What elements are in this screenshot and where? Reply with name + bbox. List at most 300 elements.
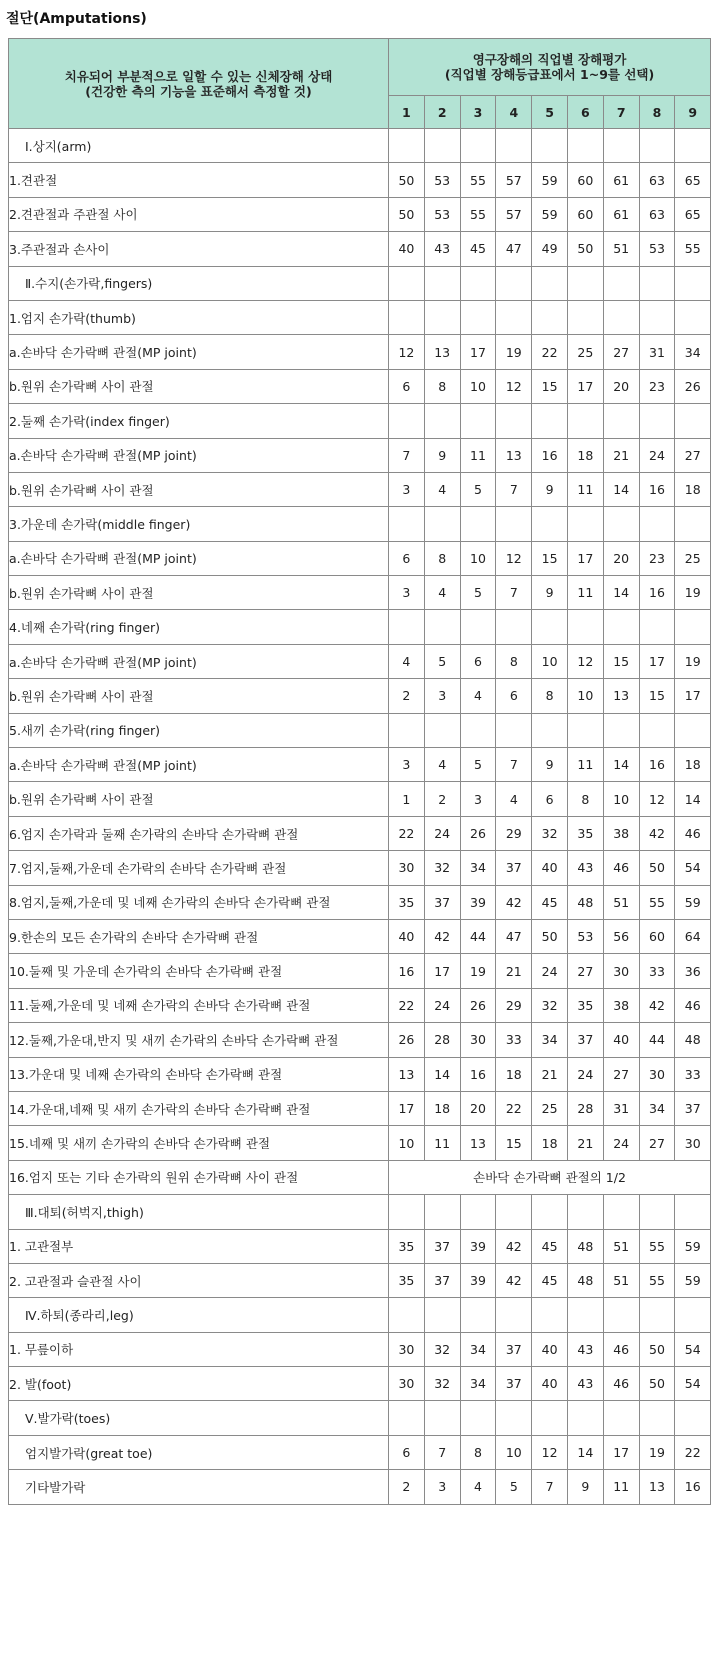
grade-7-value: 51 [603, 232, 639, 266]
grade-5-value: 18 [532, 1126, 568, 1160]
grade-1-value: 40 [389, 919, 425, 953]
grade-6-value [567, 713, 603, 747]
table-row [9, 954, 711, 988]
row-label: a.손바닥 손가락뼈 관절(MP joint) [9, 541, 389, 575]
grade-3-value: 3 [460, 782, 496, 816]
grade-9-value [675, 300, 711, 334]
grade-5-value: 12 [532, 1435, 568, 1469]
grade-9-value: 19 [675, 576, 711, 610]
grade-8-value [639, 266, 675, 300]
grade-7-value: 56 [603, 919, 639, 953]
grade-5-value: 32 [532, 988, 568, 1022]
grade-5-value: 10 [532, 644, 568, 678]
grade-3-value: 34 [460, 851, 496, 885]
grade-7-value: 51 [603, 885, 639, 919]
grade-3-value: 34 [460, 1367, 496, 1401]
grade-4-value: 47 [496, 919, 532, 953]
grade-9-value: 14 [675, 782, 711, 816]
grade-3-value: 13 [460, 1126, 496, 1160]
grade-5-value [532, 1195, 568, 1229]
grade-header-3: 3 [460, 96, 496, 129]
grade-5-value: 16 [532, 438, 568, 472]
grade-2-value: 5 [424, 644, 460, 678]
grade-8-value: 16 [639, 576, 675, 610]
grade-4-value: 57 [496, 197, 532, 231]
grade-8-value [639, 1401, 675, 1435]
grade-4-value [496, 1401, 532, 1435]
grade-6-value [567, 404, 603, 438]
row-label: 13.가운대 및 네째 손가락의 손바닥 손가락뼈 관절 [9, 1057, 389, 1091]
grade-4-value: 12 [496, 369, 532, 403]
grade-7-value: 38 [603, 816, 639, 850]
grade-3-value: 55 [460, 197, 496, 231]
grade-6-value: 12 [567, 644, 603, 678]
grade-8-value: 27 [639, 1126, 675, 1160]
grade-9-value: 27 [675, 438, 711, 472]
grade-5-value: 50 [532, 919, 568, 953]
grade-5-value: 59 [532, 163, 568, 197]
grade-4-value: 12 [496, 541, 532, 575]
grade-9-value: 26 [675, 369, 711, 403]
grade-4-value: 42 [496, 1229, 532, 1263]
grade-9-value: 54 [675, 1367, 711, 1401]
grade-header-2: 2 [424, 96, 460, 129]
grade-7-value [603, 1195, 639, 1229]
grade-7-value [603, 1298, 639, 1332]
grade-1-value: 30 [389, 1332, 425, 1366]
table-row [9, 335, 711, 369]
table-row [9, 1470, 711, 1504]
grade-4-value: 47 [496, 232, 532, 266]
grade-5-value: 32 [532, 816, 568, 850]
grade-5-value [532, 300, 568, 334]
grade-2-value [424, 507, 460, 541]
grade-3-value: 10 [460, 369, 496, 403]
grade-8-value: 31 [639, 335, 675, 369]
table-row [9, 988, 711, 1022]
table-row [9, 232, 711, 266]
grade-3-value: 5 [460, 472, 496, 506]
grade-6-value: 35 [567, 988, 603, 1022]
grade-1-value: 6 [389, 369, 425, 403]
grade-3-value [460, 1298, 496, 1332]
grade-9-value: 16 [675, 1470, 711, 1504]
grade-4-value: 7 [496, 748, 532, 782]
grade-1-value [389, 713, 425, 747]
grade-1-value: 22 [389, 988, 425, 1022]
table-row [9, 1023, 711, 1057]
grade-1-value: 30 [389, 851, 425, 885]
row-label: Ⅲ.대퇴(허벅지,thigh) [9, 1195, 389, 1229]
grade-4-value: 4 [496, 782, 532, 816]
grade-3-value: 17 [460, 335, 496, 369]
grade-4-value: 37 [496, 851, 532, 885]
table-row [9, 1160, 711, 1194]
grade-5-value: 9 [532, 748, 568, 782]
grade-1-value: 35 [389, 1263, 425, 1297]
grade-8-value: 23 [639, 541, 675, 575]
grade-6-value: 11 [567, 576, 603, 610]
row-label: 1.견관절 [9, 163, 389, 197]
grade-8-value: 24 [639, 438, 675, 472]
grade-7-value: 61 [603, 197, 639, 231]
grade-6-value: 37 [567, 1023, 603, 1057]
grade-6-value [567, 129, 603, 163]
grade-7-value: 24 [603, 1126, 639, 1160]
table-row [9, 610, 711, 644]
grade-2-value [424, 300, 460, 334]
grade-9-value [675, 1401, 711, 1435]
table-row [9, 438, 711, 472]
grade-4-value: 15 [496, 1126, 532, 1160]
grade-1-value: 13 [389, 1057, 425, 1091]
grade-9-value: 59 [675, 1263, 711, 1297]
row-label: 1. 고관절부 [9, 1229, 389, 1263]
grade-3-value [460, 300, 496, 334]
grade-8-value: 17 [639, 644, 675, 678]
grade-3-value: 5 [460, 576, 496, 610]
table-row [9, 369, 711, 403]
grade-8-value: 16 [639, 472, 675, 506]
grade-8-value: 19 [639, 1435, 675, 1469]
grade-4-value: 29 [496, 816, 532, 850]
grade-2-value: 32 [424, 851, 460, 885]
grade-header-6: 6 [567, 96, 603, 129]
grade-7-value [603, 1401, 639, 1435]
grade-8-value: 50 [639, 1367, 675, 1401]
grade-6-value [567, 1401, 603, 1435]
grade-1-value: 6 [389, 541, 425, 575]
row-label: 2. 발(foot) [9, 1367, 389, 1401]
grade-3-value [460, 404, 496, 438]
grade-1-value: 12 [389, 335, 425, 369]
row-label: 4.네째 손가락(ring finger) [9, 610, 389, 644]
grade-2-value: 37 [424, 1263, 460, 1297]
grade-6-value: 21 [567, 1126, 603, 1160]
grade-1-value: 10 [389, 1126, 425, 1160]
grade-4-value [496, 129, 532, 163]
grade-6-value: 43 [567, 1367, 603, 1401]
grade-7-value: 27 [603, 1057, 639, 1091]
grade-5-value: 34 [532, 1023, 568, 1057]
grade-3-value: 26 [460, 816, 496, 850]
grade-2-value [424, 1195, 460, 1229]
grade-9-value: 59 [675, 885, 711, 919]
grade-7-value: 51 [603, 1263, 639, 1297]
grade-2-value [424, 1298, 460, 1332]
grade-1-value: 50 [389, 163, 425, 197]
grade-2-value: 53 [424, 163, 460, 197]
grade-1-value [389, 404, 425, 438]
grade-6-value: 27 [567, 954, 603, 988]
grade-8-value: 50 [639, 1332, 675, 1366]
grade-9-value: 55 [675, 232, 711, 266]
grade-5-value: 40 [532, 1367, 568, 1401]
table-row [9, 1057, 711, 1091]
page-title: 절단(Amputations) [6, 11, 147, 27]
grade-7-value: 14 [603, 472, 639, 506]
grade-2-value: 9 [424, 438, 460, 472]
table-row [9, 1126, 711, 1160]
grade-6-value: 43 [567, 851, 603, 885]
row-label: 1.엄지 손가락(thumb) [9, 300, 389, 334]
table-row [9, 197, 711, 231]
table-row [9, 1435, 711, 1469]
grade-5-value: 45 [532, 1229, 568, 1263]
grade-5-value: 15 [532, 541, 568, 575]
grade-3-value: 39 [460, 1263, 496, 1297]
grade-7-value: 46 [603, 1367, 639, 1401]
grade-2-value: 13 [424, 335, 460, 369]
grade-7-value: 14 [603, 576, 639, 610]
grade-6-value: 48 [567, 885, 603, 919]
row-label: 7.엄지,둘째,가운데 손가락의 손바닥 손가락뼈 관절 [9, 851, 389, 885]
grade-8-value: 42 [639, 988, 675, 1022]
row-label: 11.둘째,가운데 및 네째 손가락의 손바닥 손가락뼈 관절 [9, 988, 389, 1022]
grade-3-value: 30 [460, 1023, 496, 1057]
grade-8-value: 42 [639, 816, 675, 850]
grade-6-value [567, 266, 603, 300]
grade-6-value: 50 [567, 232, 603, 266]
grade-8-value: 55 [639, 1263, 675, 1297]
grade-9-value: 36 [675, 954, 711, 988]
grade-9-value [675, 610, 711, 644]
grade-3-value [460, 1195, 496, 1229]
grade-8-value [639, 507, 675, 541]
grade-9-value: 22 [675, 1435, 711, 1469]
grade-7-value: 27 [603, 335, 639, 369]
grade-4-value [496, 266, 532, 300]
row-label: 엄지발가락(great toe) [9, 1435, 389, 1469]
grade-2-value: 8 [424, 541, 460, 575]
grade-1-value: 30 [389, 1367, 425, 1401]
grade-9-value [675, 266, 711, 300]
row-label: b.원위 손가락뼈 사이 관절 [9, 679, 389, 713]
grade-1-value: 22 [389, 816, 425, 850]
grade-5-value: 45 [532, 1263, 568, 1297]
grade-4-value [496, 507, 532, 541]
grade-8-value [639, 404, 675, 438]
row-label: 10.둘째 및 가운데 손가락의 손바닥 손가락뼈 관절 [9, 954, 389, 988]
grade-4-value [496, 610, 532, 644]
table-row [9, 163, 711, 197]
table-row [9, 507, 711, 541]
grade-9-value: 54 [675, 1332, 711, 1366]
grade-9-value: 34 [675, 335, 711, 369]
grade-9-value: 65 [675, 197, 711, 231]
grade-4-value [496, 300, 532, 334]
grade-4-value: 42 [496, 1263, 532, 1297]
grade-9-value: 65 [675, 163, 711, 197]
grade-4-value: 37 [496, 1367, 532, 1401]
grade-1-value [389, 300, 425, 334]
evaluation-header [389, 39, 711, 96]
grade-4-value: 10 [496, 1435, 532, 1469]
grade-9-value [675, 1298, 711, 1332]
row-label: 5.새끼 손가락(ring finger) [9, 713, 389, 747]
grade-header-7: 7 [603, 96, 639, 129]
row-label: b.원위 손가락뼈 사이 관절 [9, 472, 389, 506]
grade-3-value [460, 507, 496, 541]
grade-8-value: 34 [639, 1091, 675, 1125]
grade-7-value: 40 [603, 1023, 639, 1057]
grade-9-value: 25 [675, 541, 711, 575]
grade-3-value: 8 [460, 1435, 496, 1469]
table-row [9, 404, 711, 438]
table-row [9, 885, 711, 919]
grade-7-value: 38 [603, 988, 639, 1022]
grade-8-value: 15 [639, 679, 675, 713]
grade-2-value: 3 [424, 679, 460, 713]
grade-9-value [675, 713, 711, 747]
grade-1-value: 1 [389, 782, 425, 816]
grade-2-value: 3 [424, 1470, 460, 1504]
grade-6-value: 25 [567, 335, 603, 369]
condition-header [9, 39, 389, 129]
grade-9-value [675, 404, 711, 438]
table-row [9, 266, 711, 300]
evaluation-header-line1: 영구장해의 직업별 장해평가 [472, 52, 627, 67]
condition-header-line1: 치유되어 부분적으로 일할 수 있는 신체장해 상태 [64, 68, 333, 84]
grade-header-1: 1 [389, 96, 425, 129]
grade-4-value: 37 [496, 1332, 532, 1366]
table-row [9, 782, 711, 816]
grade-6-value: 35 [567, 816, 603, 850]
grade-7-value: 10 [603, 782, 639, 816]
grade-3-value: 4 [460, 1470, 496, 1504]
grade-6-value: 48 [567, 1263, 603, 1297]
grade-6-value: 10 [567, 679, 603, 713]
grade-2-value: 37 [424, 885, 460, 919]
grade-8-value: 63 [639, 197, 675, 231]
grade-2-value: 18 [424, 1091, 460, 1125]
grade-8-value: 44 [639, 1023, 675, 1057]
grade-9-value: 59 [675, 1229, 711, 1263]
grade-7-value: 13 [603, 679, 639, 713]
grade-5-value: 59 [532, 197, 568, 231]
grade-5-value: 25 [532, 1091, 568, 1125]
grade-3-value: 19 [460, 954, 496, 988]
grade-6-value: 11 [567, 748, 603, 782]
table-row [9, 1298, 711, 1332]
grade-4-value: 22 [496, 1091, 532, 1125]
grade-1-value: 3 [389, 576, 425, 610]
grade-3-value: 26 [460, 988, 496, 1022]
grade-4-value: 42 [496, 885, 532, 919]
grade-8-value [639, 300, 675, 334]
grade-6-value: 60 [567, 163, 603, 197]
grade-4-value: 13 [496, 438, 532, 472]
grade-1-value [389, 1401, 425, 1435]
grade-8-value: 50 [639, 851, 675, 885]
grade-1-value: 3 [389, 472, 425, 506]
grade-2-value: 43 [424, 232, 460, 266]
grade-header-4: 4 [496, 96, 532, 129]
grade-4-value: 33 [496, 1023, 532, 1057]
table-row [9, 1367, 711, 1401]
table-row [9, 1401, 711, 1435]
grade-2-value: 53 [424, 197, 460, 231]
grade-5-value [532, 404, 568, 438]
table-row [9, 748, 711, 782]
grade-4-value: 5 [496, 1470, 532, 1504]
table-row [9, 1229, 711, 1263]
grade-header-9: 9 [675, 96, 711, 129]
grade-3-value: 20 [460, 1091, 496, 1125]
grade-6-value: 14 [567, 1435, 603, 1469]
grade-7-value [603, 404, 639, 438]
grade-3-value: 11 [460, 438, 496, 472]
grade-7-value: 17 [603, 1435, 639, 1469]
grade-header-8: 8 [639, 96, 675, 129]
grade-7-value: 51 [603, 1229, 639, 1263]
grade-4-value: 19 [496, 335, 532, 369]
grade-4-value: 7 [496, 576, 532, 610]
grade-7-value: 20 [603, 541, 639, 575]
grade-5-value: 49 [532, 232, 568, 266]
grade-5-value: 22 [532, 335, 568, 369]
grade-6-value: 18 [567, 438, 603, 472]
grade-6-value: 8 [567, 782, 603, 816]
grade-7-value: 11 [603, 1470, 639, 1504]
row-label: 14.가운대,네째 및 새끼 손가락의 손바닥 손가락뼈 관절 [9, 1091, 389, 1125]
grade-2-value [424, 129, 460, 163]
grade-6-value: 48 [567, 1229, 603, 1263]
row-label: Ⅱ.수지(손가락,fingers) [9, 266, 389, 300]
grade-5-value: 40 [532, 851, 568, 885]
grade-9-value: 54 [675, 851, 711, 885]
grade-1-value: 35 [389, 1229, 425, 1263]
grade-4-value [496, 1298, 532, 1332]
grade-9-value: 19 [675, 644, 711, 678]
grade-2-value: 14 [424, 1057, 460, 1091]
grade-6-value: 53 [567, 919, 603, 953]
grade-header-5: 5 [532, 96, 568, 129]
grade-2-value: 32 [424, 1332, 460, 1366]
grade-3-value: 39 [460, 885, 496, 919]
grade-9-value: 33 [675, 1057, 711, 1091]
grade-5-value: 8 [532, 679, 568, 713]
grade-2-value [424, 610, 460, 644]
amputation-rating-table [8, 38, 711, 1505]
grade-8-value: 23 [639, 369, 675, 403]
grade-7-value [603, 300, 639, 334]
grade-5-value: 40 [532, 1332, 568, 1366]
evaluation-header-line2: (직업별 장해등급표에서 1~9를 선택) [444, 67, 655, 82]
row-label: 6.엄지 손가락과 둘째 손가락의 손바닥 손가락뼈 관절 [9, 816, 389, 850]
grade-5-value: 9 [532, 472, 568, 506]
row-label: b.원위 손가락뼈 사이 관절 [9, 576, 389, 610]
grade-6-value: 9 [567, 1470, 603, 1504]
grade-8-value: 13 [639, 1470, 675, 1504]
grade-5-value [532, 610, 568, 644]
table-row [9, 541, 711, 575]
grade-9-value [675, 1195, 711, 1229]
row-label: b.원위 손가락뼈 사이 관절 [9, 369, 389, 403]
grade-2-value [424, 266, 460, 300]
row-label: b.원위 손가락뼈 사이 관절 [9, 782, 389, 816]
grade-2-value: 37 [424, 1229, 460, 1263]
row-label: Ⅴ.발가락(toes) [9, 1401, 389, 1435]
grade-5-value: 21 [532, 1057, 568, 1091]
grade-1-value [389, 1298, 425, 1332]
grade-9-value [675, 507, 711, 541]
row-label: 2.견관절과 주관절 사이 [9, 197, 389, 231]
grade-8-value [639, 129, 675, 163]
row-label: 16.엄지 또는 기타 손가락의 원위 손가락뼈 사이 관절 [9, 1160, 389, 1194]
grade-2-value: 2 [424, 782, 460, 816]
grade-3-value: 45 [460, 232, 496, 266]
